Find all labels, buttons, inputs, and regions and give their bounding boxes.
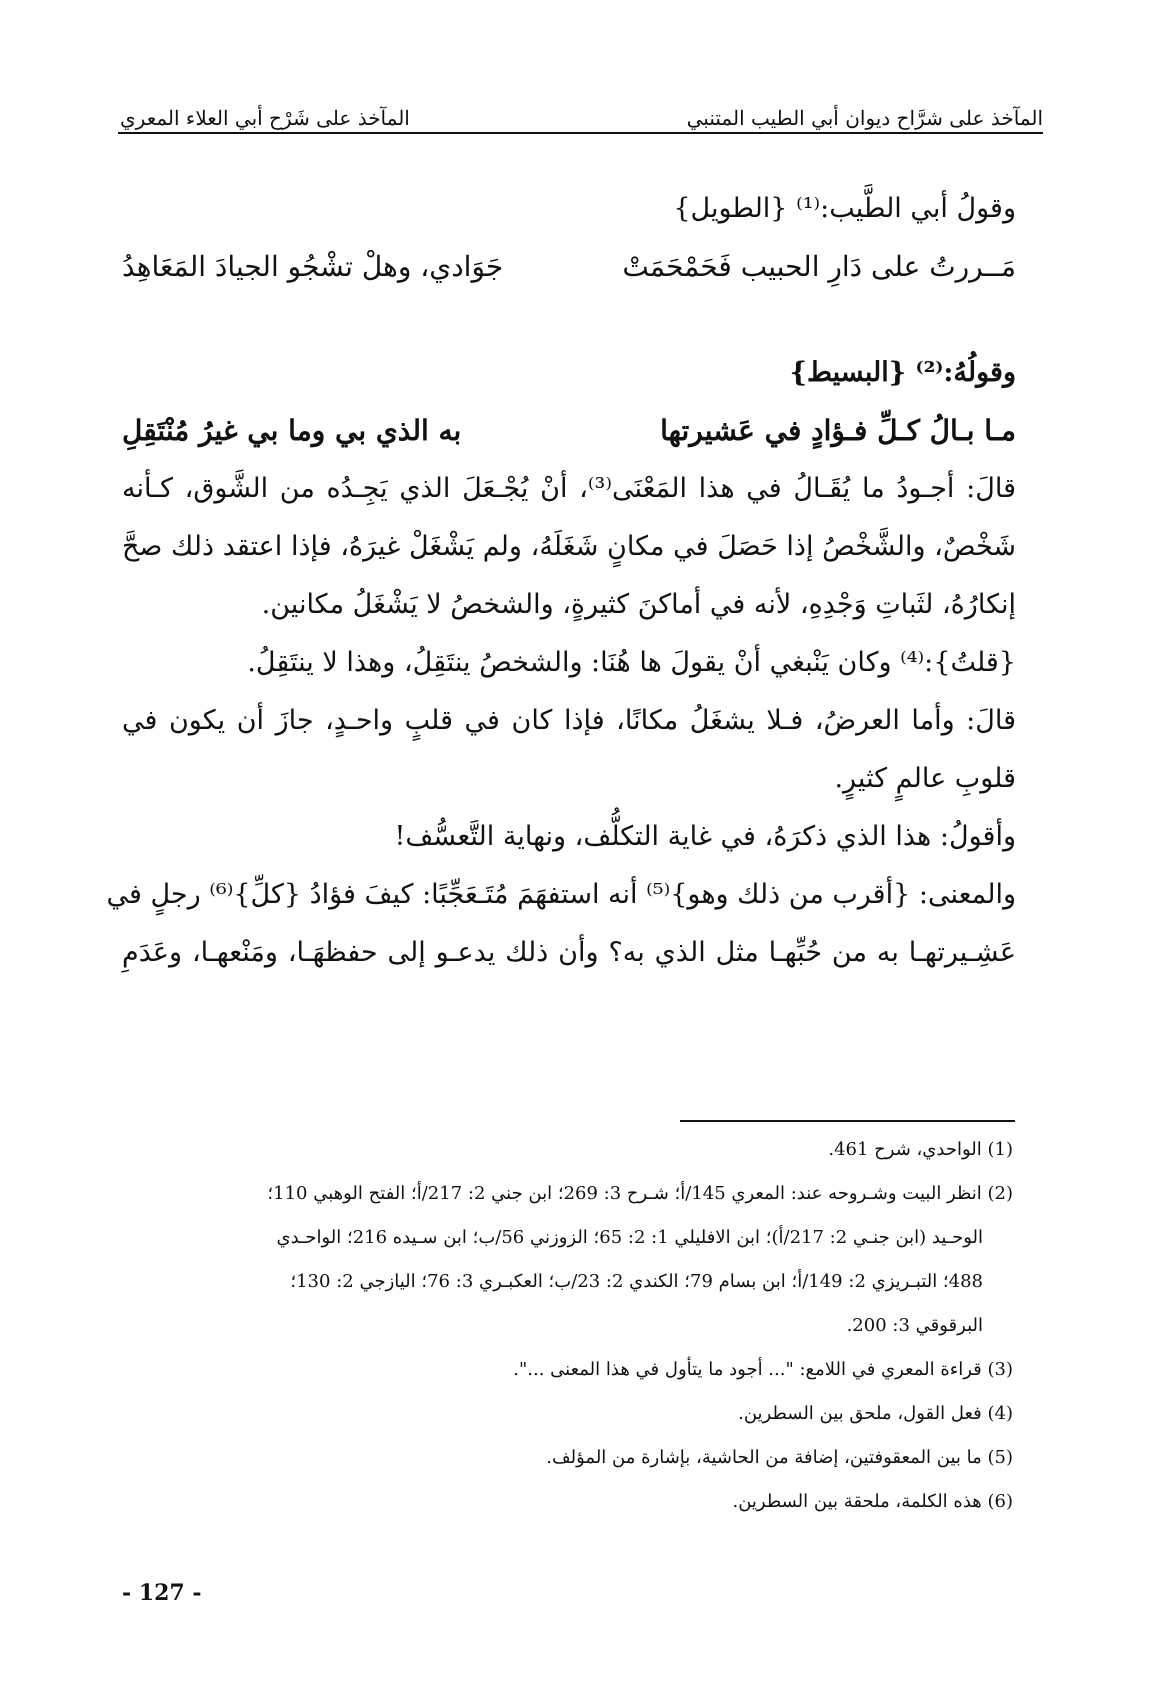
verse-1-second-hemistich: جَوَادي، وهلْ تشْجُو الجيادَ المَعَاهِدُ: [122, 250, 504, 283]
body-line: إنكارُهُ، لثَباتِ وَجْدِهِ، لأنه في أماكنَ كثيرةٍ، والشخصُ لا يَشْغَلُ مكانين.: [261, 589, 1016, 620]
footnote-rule: [680, 1120, 1015, 1122]
header-book-title: المآخذ على شرَّاح ديوان أبي الطيب المتنبي: [686, 106, 1043, 130]
header-rule: [118, 132, 1043, 134]
verse-2-second-hemistich: به الذي بي وما بي غيرُ مُنْتَقِلِ: [122, 414, 462, 447]
verse-1-first-hemistich: مَــررتُ على دَارِ الحبيب فَحَمْحَمَتْ: [622, 250, 1016, 283]
body-line: قالَ: أجـودُ ما يُقَـالُ في هذا المَعْنَى⁽³⁾، أنْ يُجْـعَلَ الذي يَجِـدُه من الشَّوق، كـأنه: [122, 473, 1016, 504]
body-line: {قلتُ}:⁽⁴⁾ وكان يَنْبغي أنْ يقولَ ها هُنَا: والشخصُ ينتَقِلُ، وهذا لا ينتَقِلُ.: [247, 647, 1016, 678]
footnote-continuation: البرقوقي 3: 200.: [846, 1315, 983, 1336]
page-number: - 127 -: [122, 1580, 202, 1606]
verse-1: [122, 238, 1016, 296]
footnote: (4) فعل القول، ملحق بين السطرين.: [738, 1403, 1013, 1424]
footnotes: [125, 1128, 1013, 1524]
body-line: والمعنى: {أقرب من ذلك وهو}⁽⁵⁾ أنه استفهَمَ مُتَـعَجِّبًا: كيفَ فؤادُ {كلِّ}⁽⁶⁾ رجلٍ في: [106, 879, 1016, 910]
verse-intro-2: وقولُهُ:⁽²⁾ {البسيط}: [789, 357, 1016, 388]
footnote: (2) انظر البيت وشـروحه عند: المعري 145/أ؛ شـرح 3: 269؛ ابن جني 2: 217/أ؛ الفتح الوهبي 110؛: [267, 1183, 1013, 1204]
body-line: قلوبِ عالمٍ كثيرٍ.: [834, 763, 1016, 794]
footnote-continuation: الوحـيد (ابن جنـي 2: 217/أ)؛ ابن الافليلي 1: 2: 65؛ الزوزني 56/ب؛ ابن سـيده 216؛ الواحـدي: [276, 1227, 983, 1248]
body-line: وأقولُ: هذا الذي ذكرَهُ، في غاية التكلُّف، ونهاية التَّعسُّف!: [394, 821, 1016, 852]
body-line: قالَ: وأما العرضُ، فـلا يشغَلُ مكانًا، فإذا كان في قلبٍ واحـدٍ، جازَ أن يكون في: [122, 705, 1016, 736]
main-text: [106, 180, 1016, 982]
header-chapter-title: المآخذ على شَرْح أبي العلاء المعري: [120, 106, 410, 130]
running-header: [120, 90, 1043, 130]
footnote: (1) الواحدي، شرح 461.: [828, 1139, 1013, 1160]
verse-2: [122, 402, 1016, 460]
footnote-continuation: 488؛ التبـريزي 2: 149/أ؛ ابن بسام 79؛ الكندي 2: 23/ب؛ العكبـري 3: 76؛ اليازجي 2: 130؛: [290, 1271, 983, 1292]
verse-intro-1: وقولُ أبي الطَّيب:⁽¹⁾ {الطويل}: [673, 193, 1016, 224]
footnote: (3) قراءة المعري في اللامع: "... أجود ما يتأول في هذا المعنى ...".: [513, 1359, 1013, 1380]
verse-2-first-hemistich: مـا بـالُ كـلِّ فـؤادٍ في عَشيرتها: [660, 414, 1016, 447]
body-line: شَخْصٌ، والشَّخْصُ إذا حَصَلَ في مكانٍ شَغَلَهُ، ولم يَشْغَلْ غيرَهُ، فإذا اعتقد ذلك صحَّ: [122, 531, 1016, 562]
footnote: (5) ما بين المعقوفتين، إضافة من الحاشية، بإشارة من المؤلف.: [546, 1447, 1013, 1468]
body-line: عَشِـيرتهـا به من حُبِّهـا مثل الذي به؟ وأن ذلك يدعـو إلى حفظهَـا، ومَنْعهـا، وعَدَمِ: [122, 937, 1016, 968]
footnote: (6) هذه الكلمة، ملحقة بين السطرين.: [732, 1491, 1013, 1512]
